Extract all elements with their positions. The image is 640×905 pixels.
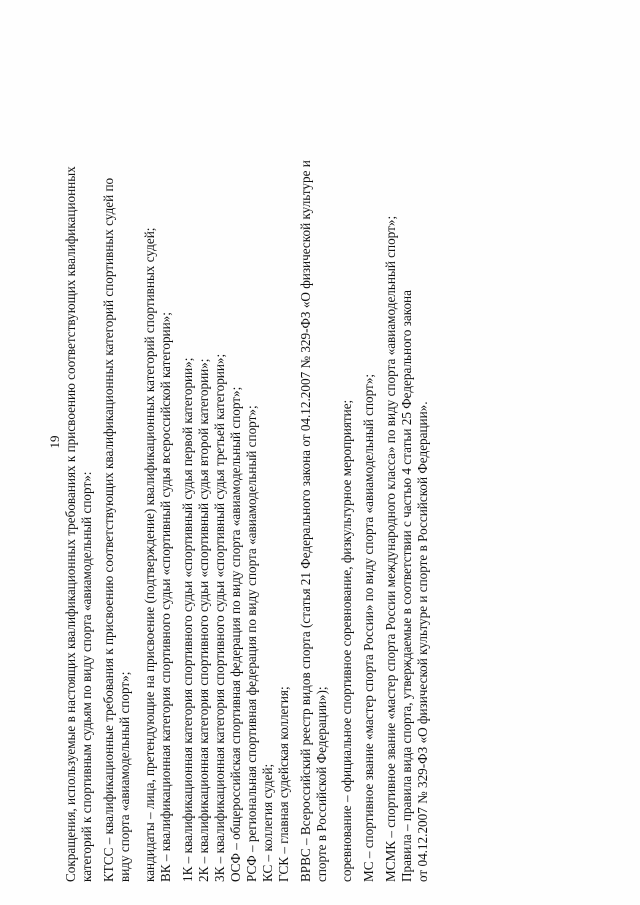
- definition-line: КТСС – квалификационные требования к присвоению соответствующих квалификационных категорий спортивных судей по: [101, 177, 116, 882]
- definition-line: виду спорта «авиамодельный спорт»;: [117, 671, 132, 882]
- page-number: 19: [47, 435, 62, 449]
- definition-line: КС – коллегия судей;: [260, 763, 275, 882]
- abbreviations-section: [63, 37, 431, 882]
- definition-line: спорте в Российской Федерации»);: [314, 686, 329, 882]
- intro-line: категорий к спортивным судьям по виду спорта «авиамодельный спорт»:: [79, 471, 94, 882]
- definition-line: ГСК – главная судейская коллегия;: [276, 686, 291, 882]
- definition-line: МС – спортивное звание «мастер спорта России» по виду спорта «авиамодельный спорт»;: [361, 373, 376, 882]
- definition-line: от 04.12.2007 № 329-ФЗ «О физической культуре и спорте в Российской Федерации».: [415, 401, 430, 882]
- definition-line: МСМК – спортивное звание «мастер спорта России международного класса» по виду спорта «авиамодельный спорт»;: [383, 215, 398, 882]
- definition-line: ВРВС – Всероссийский реестр видов спорта (статья 21 Федерального закона от 04.12.2007 № 329-ФЗ «О физической культуре и: [298, 160, 313, 882]
- definition-line: 2К – квалификационная категория спортивного судьи «спортивный судья второй категории»;: [196, 358, 211, 882]
- intro-line: Сокращения, используемые в настоящих квалификационных требованиях к присвоению соответствующих квалификационных: [63, 166, 78, 882]
- definition-line: РСФ – региональная спортивная федерация по виду спорта «авиамодельный спорт»;: [244, 405, 259, 882]
- definition-line: Правила – правила вида спорта, утверждаемые в соответствии с частью 4 статьи 25 Федерального закона: [399, 290, 414, 882]
- definition-line: кандидаты – лица, претендующие на присвоение (подтверждение) квалификационных категорий спортивных судей;: [142, 227, 157, 882]
- definition-line: ВК – квалификационная категория спортивного судьи «спортивный судья всероссийской категории»;: [158, 312, 173, 882]
- definition-line: 3К – квалификационная категория спортивного судьи «спортивный судья третьей категории»;: [212, 353, 227, 882]
- definition-line: 1К – квалификационная категория спортивного судьи «спортивный судья первой категории»;: [180, 357, 195, 882]
- rotated-document-content: [47, 37, 537, 882]
- definition-line: ОСФ – общероссийская спортивная федерация по виду спорта «авиамодельный спорт»;: [228, 386, 243, 882]
- definition-line: соревнование – официальное спортивное соревнование, физкультурное мероприятие;: [339, 399, 354, 882]
